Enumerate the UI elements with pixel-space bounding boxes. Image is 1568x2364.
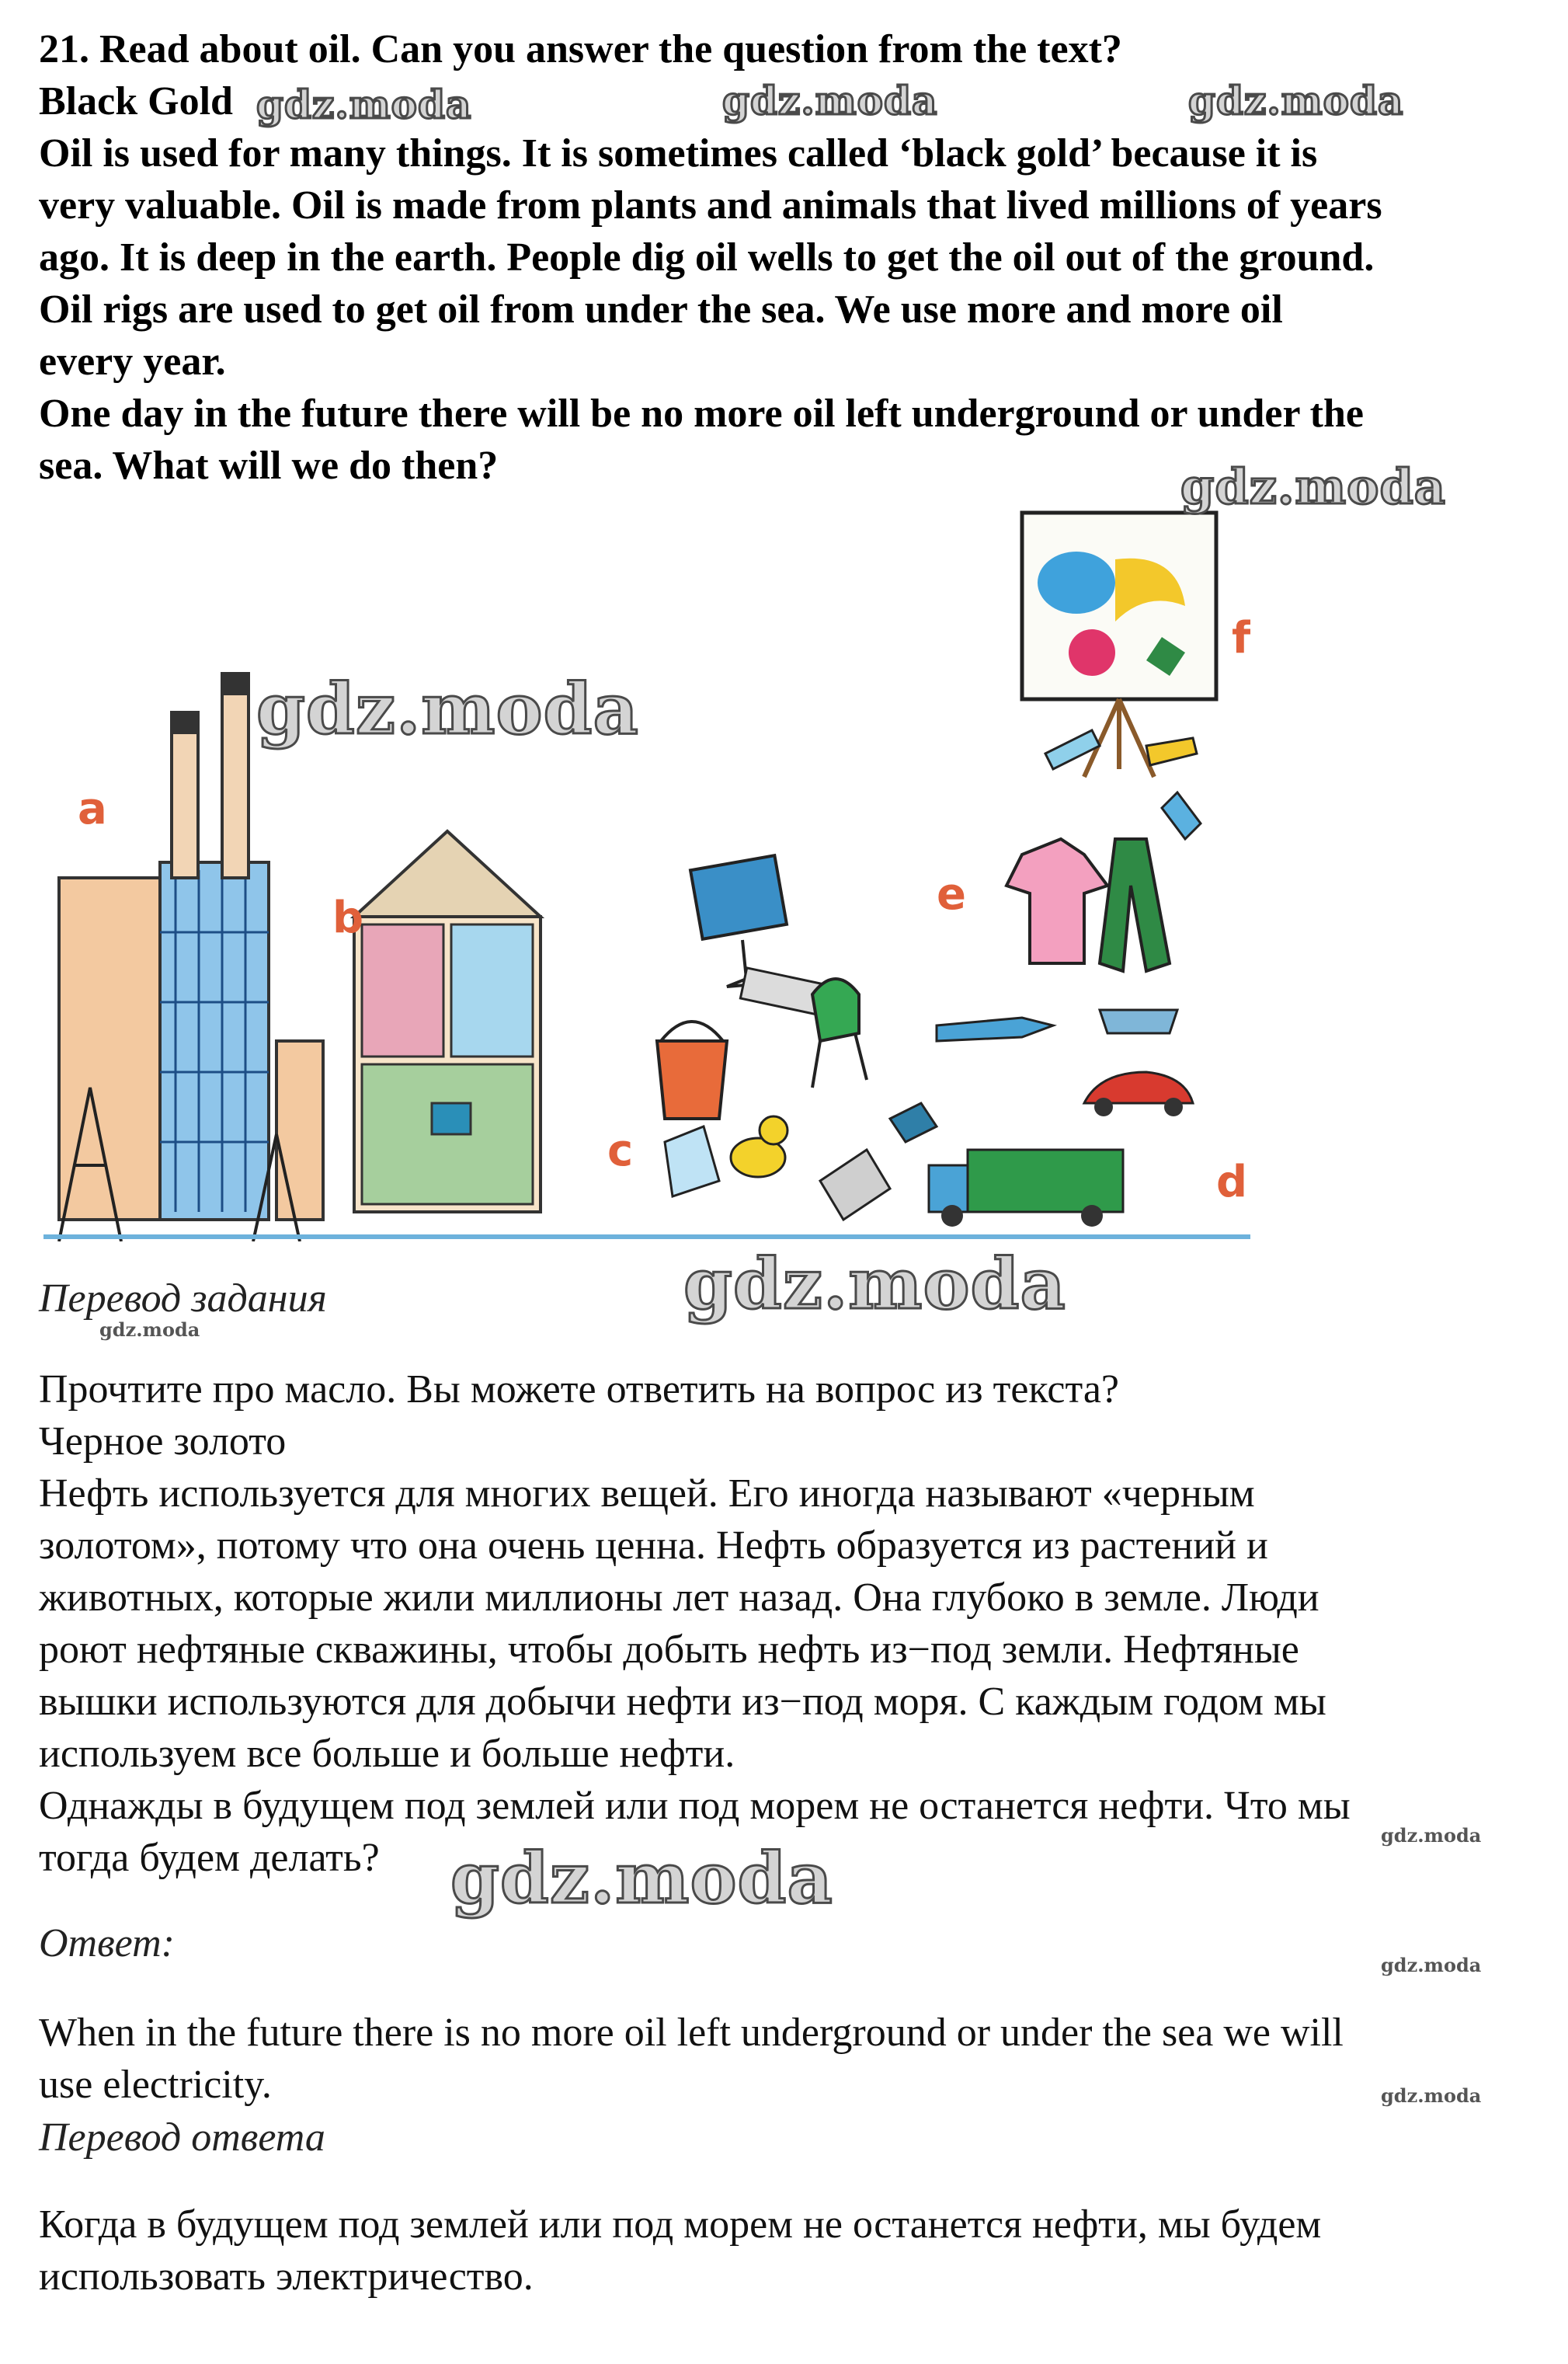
answer-translation-caption: Перевод ответа	[39, 2115, 325, 2160]
text-line: Oil is used for many things. It is sometimes called ‘black gold’ because it is	[39, 131, 1318, 176]
translation-line: животных, которые жили миллионы лет назад. Она глубоко в земле. Люди	[39, 1575, 1319, 1620]
label-c: c	[607, 1126, 634, 1176]
label-b: b	[332, 893, 364, 943]
label-a: a	[78, 784, 107, 834]
answer-line: When in the future there is no more oil left underground or under the sea we will	[39, 2011, 1344, 2055]
watermark: gdz.moda	[256, 82, 472, 127]
vehicles-drawing	[929, 1010, 1193, 1227]
clothes-drawing	[1007, 792, 1201, 971]
text-line: One day in the future there will be no more oil left underground or under the	[39, 392, 1364, 436]
text-line: Oil rigs are used to get oil from under the sea. We use more and more oil	[39, 287, 1283, 332]
watermark: gdz.moda	[722, 78, 938, 124]
oil-products-illustration	[43, 497, 1250, 1241]
watermark: gdz.moda	[1180, 458, 1446, 515]
text-line: very valuable. Oil is made from plants and animals that lived millions of years	[39, 183, 1382, 228]
text-line: every year.	[39, 339, 226, 384]
watermark: gdz.moda	[99, 1318, 200, 1341]
answer-translation-line: Когда в будущем под землей или под морем не останется нефти, мы будем	[39, 2202, 1322, 2247]
translation-line: золотом», потому что она очень ценна. Нефть образуется из растений и	[39, 1523, 1268, 1568]
label-e: e	[937, 869, 966, 920]
watermark: gdz.moda	[1381, 2084, 1482, 2107]
answer-translation-line: использовать электричество.	[39, 2254, 534, 2299]
translation-line: вышки используются для добычи нефти из−под моря. С каждым годом мы	[39, 1680, 1326, 1724]
plastic-items-drawing	[657, 855, 937, 1220]
watermark: gdz.moda	[1188, 78, 1404, 124]
watermark: gdz.moda	[1381, 1954, 1482, 1976]
translation-line: тогда будем делать?	[39, 1836, 380, 1880]
easel-painting-drawing	[1022, 513, 1216, 777]
translation-caption: Перевод задания	[39, 1276, 327, 1321]
watermark: gdz.moda	[256, 668, 639, 750]
watermark: gdz.moda	[450, 1837, 833, 1920]
translation-line: Прочтите про масло. Вы можете ответить на вопрос из текста?	[39, 1367, 1119, 1412]
answer-caption: Ответ:	[39, 1921, 175, 1965]
answer-line: use electricity.	[39, 2063, 272, 2107]
label-f: f	[1232, 613, 1250, 663]
power-station-drawing	[59, 672, 323, 1241]
house-drawing	[354, 831, 541, 1212]
translation-line: роют нефтяные скважины, чтобы добыть нефть из−под земли. Нефтяные	[39, 1628, 1299, 1672]
translation-line: Однажды в будущем под землей или под морем не останется нефти. Что мы	[39, 1784, 1351, 1828]
translation-line: Нефть используется для многих вещей. Его иногда называют «черным	[39, 1471, 1255, 1516]
exercise-heading: 21. Read about oil. Can you answer the question from the text?	[39, 27, 1122, 71]
translation-line: Черное золото	[39, 1419, 287, 1464]
text-title: Black Gold	[39, 79, 233, 124]
watermark: gdz.moda	[683, 1243, 1066, 1325]
text-line: ago. It is deep in the earth. People dig oil wells to get the oil out of the ground.	[39, 235, 1375, 280]
text-line: sea. What will we do then?	[39, 444, 499, 488]
watermark: gdz.moda	[1381, 1824, 1482, 1847]
label-d: d	[1216, 1157, 1248, 1207]
translation-line: используем все больше и больше нефти.	[39, 1732, 735, 1776]
